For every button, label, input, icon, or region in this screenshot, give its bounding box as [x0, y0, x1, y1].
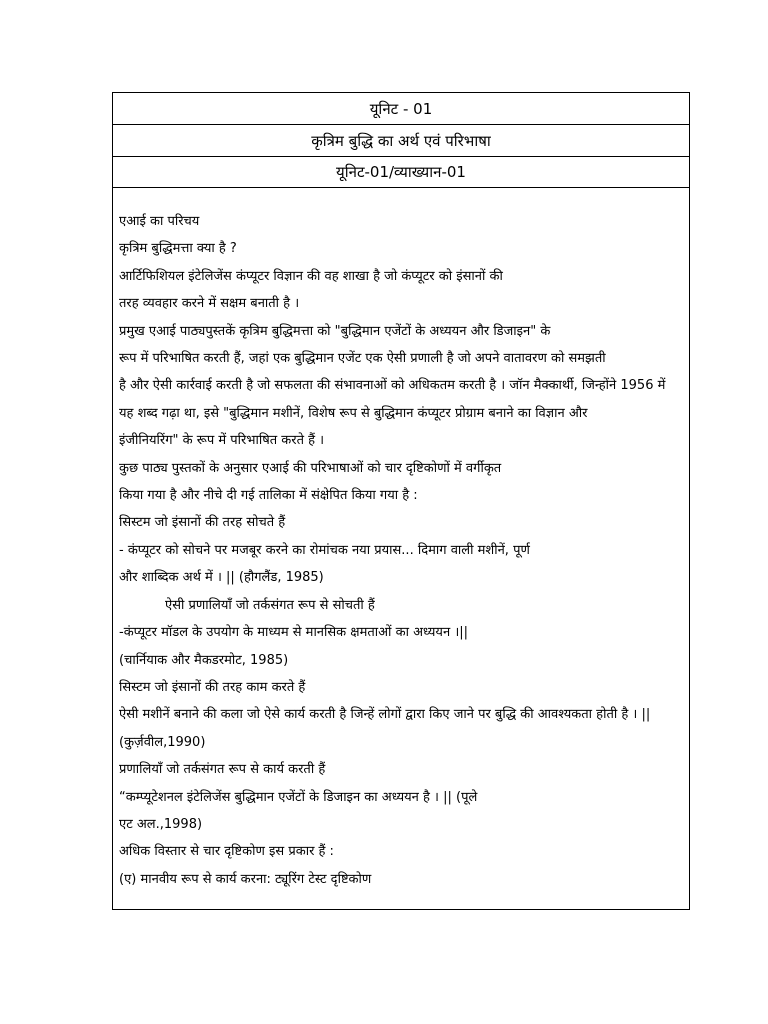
body-line: आर्टिफिशियल इंटेलिजेंस कंप्यूटर विज्ञान की वह शाखा है जो कंप्यूटर को इंसानों की	[119, 268, 503, 284]
body-line: “कम्प्यूटेशनल इंटेलिजेंस बुद्धिमान एजेंटों के डिजाइन का अध्ययन है । || (पूले	[119, 789, 478, 805]
body-line: (चार्नियाक और मैकडरमोट, 1985)	[119, 652, 289, 668]
body-line: और शाब्दिक अर्थ में । || (हौगलैंड, 1985)	[119, 570, 324, 586]
document-body	[113, 188, 689, 893]
body-line: (ए) मानवीय रूप से कार्य करना: ट्यूरिंग टेस्ट दृष्टिकोण	[119, 871, 372, 887]
unit-title-row	[113, 93, 689, 125]
lecture-title: यूनिट-01/व्याख्यान-01	[336, 163, 466, 181]
body-line: रूप में परिभाषित करती हैं, जहां एक बुद्धिमान एजेंट एक ऐसी प्रणाली है जो अपने वातावरण को समझती	[119, 351, 606, 367]
body-line: प्रमुख एआई पाठ्यपुस्तकें कृत्रिम बुद्धिमत्ता को "बुद्धिमान एजेंटों के अध्ययन और डिजाइन" के	[119, 323, 551, 339]
body-line: ऐसी मशीनें बनाने की कला जो ऐसे कार्य करती है जिन्हें लोगों द्वारा किए जाने पर बुद्धि की आवश्यकता होती है । ||	[119, 707, 651, 723]
body-line: इंजीनियरिंग" के रूप में परिभाषित करते हैं ।	[119, 433, 325, 449]
unit-title: यूनिट - 01	[369, 99, 433, 118]
body-line: सिस्टम जो इंसानों की तरह सोचते हैं	[119, 515, 286, 531]
body-line: किया गया है और नीचे दी गई तालिका में संक्षेपित किया गया है :	[119, 488, 418, 504]
body-line: है और ऐसी कार्रवाई करती है जो सफलता की संभावनाओं को अधिकतम करती है । जॉन मैक्कार्थी, जिन्होंने 1956 में	[119, 378, 666, 394]
body-line: (कुर्ज़वील,1990)	[119, 734, 206, 750]
body-line: ऐसी प्रणालियाँ जो तर्कसंगत रूप से सोचती हैं	[165, 597, 375, 613]
body-line: सिस्टम जो इंसानों की तरह काम करते हैं	[119, 679, 306, 695]
body-line: एट अल.,1998)	[119, 816, 203, 832]
body-line: एआई का परिचय	[119, 214, 200, 229]
body-line: प्रणालियाँ जो तर्कसंगत रूप से कार्य करती हैं	[119, 762, 326, 778]
topic-title-row	[113, 125, 689, 157]
body-line: यह शब्द गढ़ा था, इसे "बुद्धिमान मशीनें, विशेष रूप से बुद्धिमान कंप्यूटर प्रोग्राम बनाने का विज्ञान और	[119, 405, 588, 421]
document-page	[112, 92, 690, 910]
body-line: अधिक विस्तार से चार दृष्टिकोण इस प्रकार हैं :	[119, 844, 334, 860]
body-line: कुछ पाठ्य पुस्तकों के अनुसार एआई की परिभाषाओं को चार दृष्टिकोणों में वर्गीकृत	[119, 460, 502, 476]
body-line: कृत्रिम बुद्धिमत्ता क्या है ?	[119, 241, 237, 257]
lecture-title-row	[113, 157, 689, 188]
body-line: तरह व्यवहार करने में सक्षम बनाती है ।	[119, 296, 300, 312]
body-line: - कंप्यूटर को सोचने पर मजबूर करने का रोमांचक नया प्रयास... दिमाग वाली मशीनें, पूर्ण	[119, 542, 530, 558]
body-line: -कंप्यूटर मॉडल के उपयोग के माध्यम से मानसिक क्षमताओं का अध्ययन ।||	[119, 625, 469, 641]
topic-title: कृत्रिम बुद्धि का अर्थ एवं परिभाषा	[311, 131, 491, 150]
